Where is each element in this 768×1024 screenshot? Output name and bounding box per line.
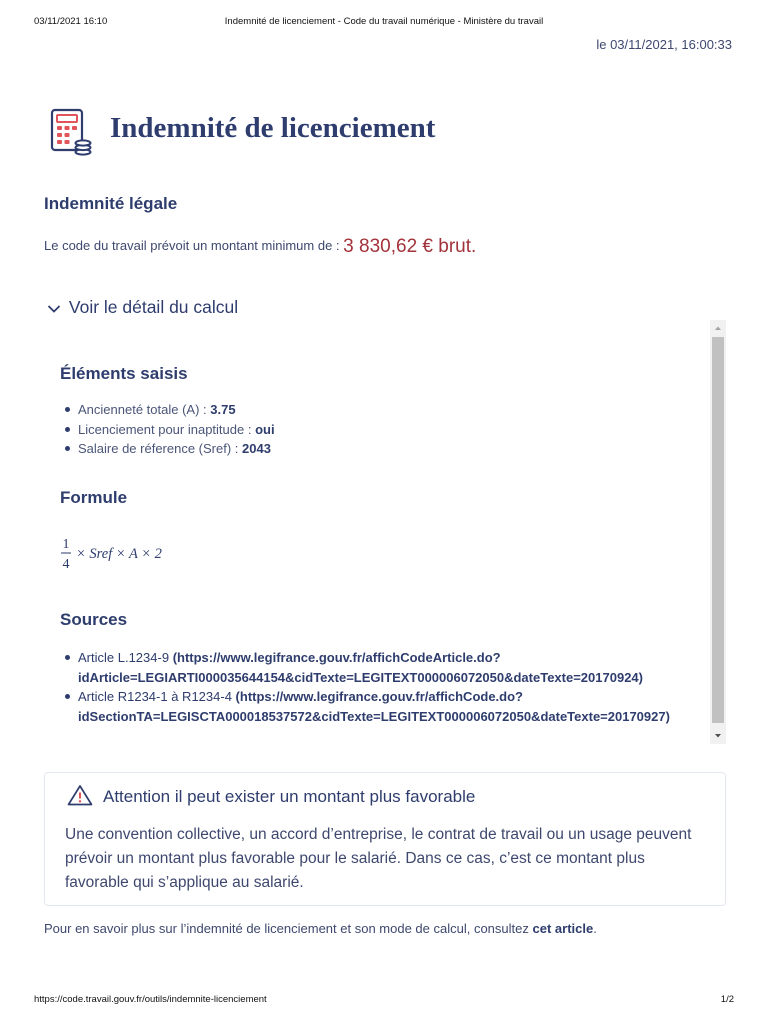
chevron-down-icon — [47, 304, 61, 314]
more-info-note — [44, 921, 597, 936]
calculation-detail-content — [44, 320, 708, 744]
formula-numerator: 1 — [62, 537, 70, 552]
list-item: Licenciement pour inaptitude : oui — [78, 420, 275, 440]
source-name: Article L.1234-9 — [78, 650, 170, 665]
scrollbar-thumb[interactable] — [712, 337, 724, 723]
minimum-amount-value: 3 830,62 € brut. — [343, 236, 477, 257]
formula-expression — [60, 534, 260, 574]
source-link[interactable]: (https://www.legifrance.gouv.fr/affichCode.do?idSectionTA=LEGISCTA000018537572&cidTexte=LEGITEXT000006072050&dateTexte=20170927) — [78, 689, 670, 724]
calculation-detail-toggle-label: Voir le détail du calcul — [68, 297, 239, 317]
list-item — [78, 687, 678, 726]
minimum-amount-line — [44, 236, 476, 258]
formula-denominator: 4 — [62, 557, 70, 572]
calculation-timestamp: le 03/11/2021, 16:00:33 — [596, 37, 732, 52]
source-name: Article R1234-1 à R1234-4 — [78, 689, 232, 704]
alert-body: Une convention collective, un accord d’entreprise, le contrat de travail ou un usage peuvent prévoir un montant plus favorable pour le salarié. Dans ce cas, c’est ce montant plus favorable qui s’applique au salarié. — [65, 826, 692, 891]
entered-elements-list — [78, 400, 275, 459]
scroll-up-arrow-icon[interactable] — [710, 320, 726, 336]
print-header — [0, 16, 768, 30]
print-date: 03/11/2021 16:10 — [34, 16, 108, 27]
more-info-end: . — [593, 921, 597, 936]
calculator-icon — [48, 107, 94, 157]
source-link[interactable]: (https://www.legifrance.gouv.fr/affichCodeArticle.do?idArticle=LEGIARTI000035644154&cidTexte=LEGITEXT000006072050&dateTexte=20170924) — [78, 650, 643, 685]
more-info-text: Pour en savoir plus sur l’indemnité de licenciement et son mode de calcul, consultez — [44, 921, 529, 936]
page-title: Indemnité de licenciement — [110, 112, 436, 144]
legal-indemnity-title: Indemnité légale — [44, 194, 178, 213]
calculation-detail-toggle[interactable] — [47, 297, 238, 318]
print-url: https://code.travail.gouv.fr/outils/indemnite-licenciement — [34, 994, 267, 1005]
alert-title: Attention il peut exister un montant plus favorable — [103, 787, 476, 806]
sources-list — [78, 648, 678, 726]
formula-body: × Sref × A × 2 — [76, 546, 162, 562]
favorable-amount-alert — [44, 772, 726, 906]
print-page-number: 1/2 — [720, 994, 734, 1005]
warning-triangle-icon — [67, 784, 93, 806]
article-link[interactable]: cet article — [532, 921, 594, 936]
scroll-down-arrow-icon[interactable] — [710, 728, 726, 744]
print-title: Indemnité de licenciement - Code du travail numérique - Ministère du travail — [224, 16, 544, 27]
sources-title: Sources — [60, 610, 128, 629]
list-item — [78, 648, 678, 687]
list-item: Salaire de réference (Sref) : 2043 — [78, 439, 275, 459]
list-item: Ancienneté totale (A) : 3.75 — [78, 400, 275, 420]
entered-elements-title: Éléments saisis — [60, 364, 188, 383]
calculation-detail-panel[interactable] — [44, 320, 726, 744]
detail-scrollbar[interactable] — [710, 320, 726, 744]
minimum-amount-label: Le code du travail prévoit un montant minimum de : — [44, 238, 340, 253]
formula-title: Formule — [60, 488, 128, 507]
